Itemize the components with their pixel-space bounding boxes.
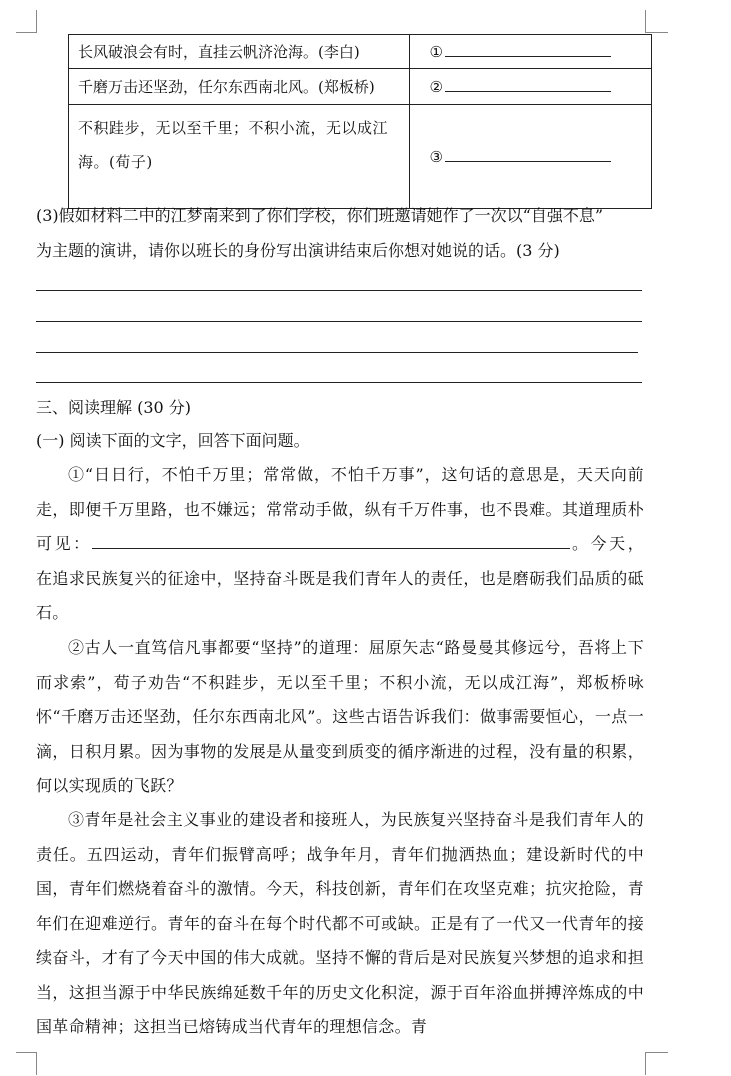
quote-table — [68, 34, 652, 209]
quote-cell: 千磨万击还坚劲，任尔东西南北风。(郑板桥) — [69, 69, 410, 105]
paragraph-3: ③青年是社会主义事业的建设者和接班人，为民族复兴坚持奋斗是我们青年人的责任。五四运动，青年们振臂高呼；战争年月，青年们抛洒热血；建设新时代的中国，青年们燃烧着奋斗的激情。今天，科技创新，青年们在攻坚克难；抗灾抢险，青年们在迎难逆行。青年的奋斗在每个时代都不可或缺。正是有了一代又一代青年的接续奋斗，才有了今天中国的伟大成就。坚持不懈的背后是对民族复兴梦想的追求和担当，这担当源于中华民族绵延数千年的历史文化积淀，源于百年浴血拼搏淬炼成的中国革命精神；这担当已熔铸成当代青年的理想信念。青 — [36, 810, 644, 1036]
section-heading: 三、阅读理解 (30 分) — [36, 398, 192, 417]
answer-mark: ② — [429, 78, 443, 96]
crop-mark-bottom-left — [16, 1052, 37, 1075]
answer-blank[interactable] — [445, 147, 611, 162]
answer-line[interactable] — [36, 382, 642, 383]
answer-mark: ③ — [429, 148, 443, 166]
answer-cell — [409, 105, 651, 209]
quote-cell: 不积跬步，无以至千里；不积小流，无以成江海。(荀子) — [69, 105, 410, 209]
fill-in-blank[interactable] — [92, 534, 570, 549]
paragraph-2: ②古人一直笃信凡事都要“坚持”的道理：屈原矢志“路曼曼其修远兮，吾将上下而求索”，荀子劝告“不积跬步，无以至千里；不积小流，无以成江海”，郑板桥咏怀“千磨万击还坚劲，任尔东西南北风”。这些古语告诉我们：做事需要恒心，一点一滴，日积月累。因为事物的发展是从量变到质变的循序渐进的过程，没有量的积累，何以实现质的飞跃？ — [36, 638, 644, 795]
paragraph-1-text-b: 。今天，在追求民族复兴的征途中，坚持奋斗既是我们青年人的责任，也是磨砺我们品质的砥石。 — [36, 534, 644, 622]
answer-line[interactable] — [36, 290, 642, 291]
table-row — [69, 105, 652, 209]
question-3-line-1: (3)假如材料二中的江梦南来到了你们学校，你们班邀请她作了一次以“自强不息” — [36, 206, 604, 225]
question-3-line-2: 为主题的演讲，请你以班长的身份写出演讲结束后你想对她说的话。(3 分) — [36, 241, 560, 260]
answer-cell — [409, 35, 651, 69]
crop-mark-bottom-right — [645, 1052, 668, 1075]
paragraph-1-text-a: ①“日日行，不怕千万里；常常做，不怕千万事”，这句话的意思是，天天向前走，即便千万里路，也不嫌远；常常动手做，纵有千万件事，也不畏难。其道理质朴可见： — [36, 465, 644, 553]
answer-blank[interactable] — [445, 42, 611, 57]
quote-cell: 长风破浪会有时，直挂云帆济沧海。(李白) — [69, 35, 410, 69]
answer-line[interactable] — [36, 321, 642, 322]
table-row — [69, 69, 652, 105]
answer-cell — [409, 69, 651, 105]
section-subheading: (一) 阅读下面的文字，回答下面问题。 — [36, 431, 310, 450]
answer-mark: ① — [429, 43, 443, 61]
answer-line[interactable] — [36, 352, 638, 353]
crop-mark-top-right — [645, 10, 668, 33]
paragraph-1 — [36, 458, 644, 631]
answer-blank[interactable] — [445, 77, 611, 92]
table-row — [69, 35, 652, 69]
crop-mark-top-left — [16, 10, 37, 33]
